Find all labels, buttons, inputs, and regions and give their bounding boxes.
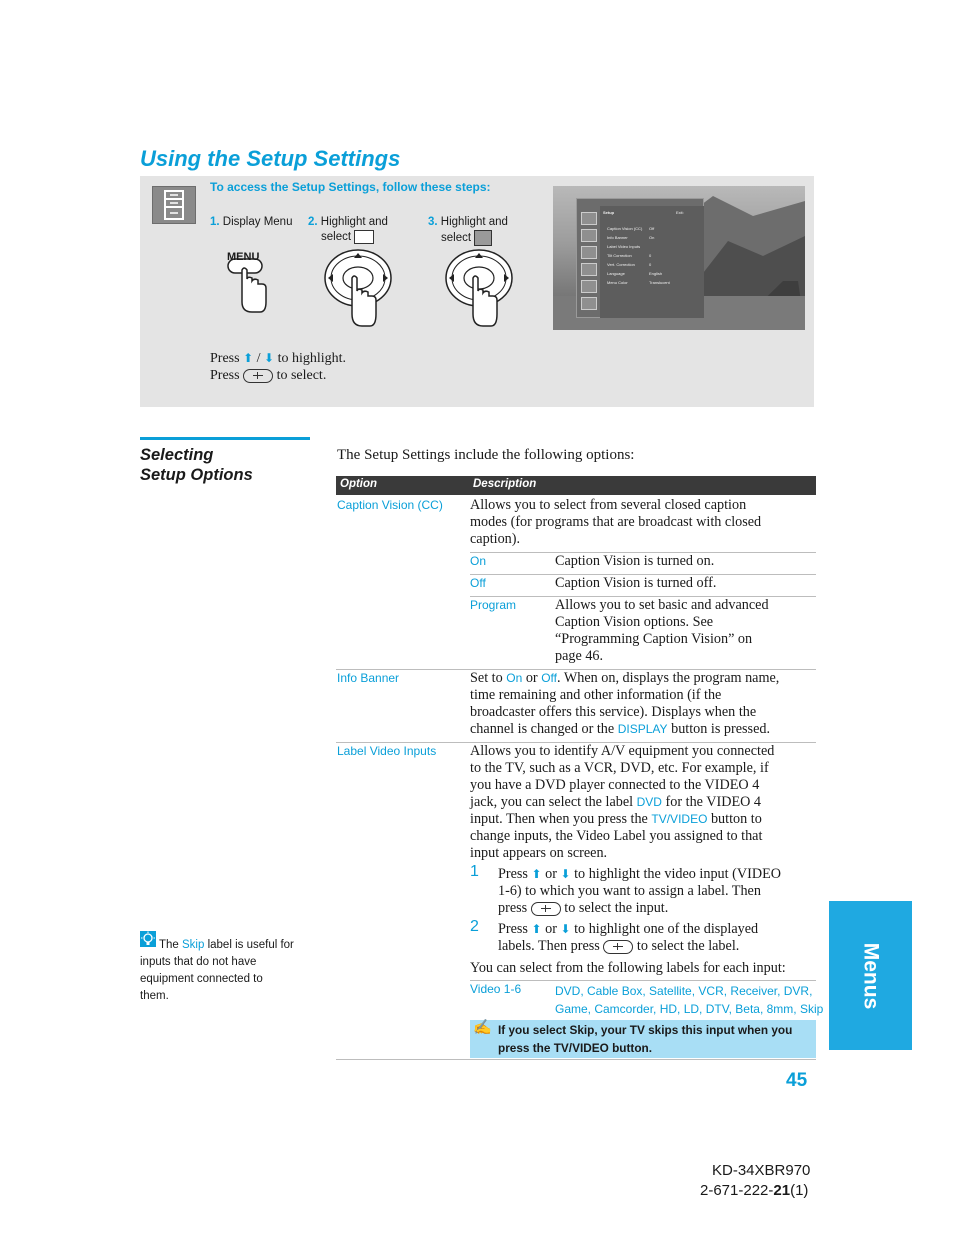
tv-menu-row-value: Off [649,226,655,231]
step-text: Highlight and [320,216,388,228]
step-1 [210,215,292,230]
press-select-line [210,368,326,384]
section-title-line: Selecting [140,446,214,464]
desc-line: caption). [470,531,521,547]
intro-text: The Setup Settings include the following options: [337,447,635,463]
text: labels. Then press [498,938,600,954]
desc-line: input appears on screen. [470,845,608,861]
suboption-on: On [470,554,487,568]
joystick-hand-icon [443,248,515,337]
enter-button-icon [603,940,633,954]
step-1-text [498,866,816,917]
tv-menu-exit: Exit: [676,210,684,215]
setup-small-icon [354,230,374,244]
page-number: 45 [786,1070,808,1091]
text: button to [707,811,762,827]
labels-line: DVD, Cable Box, Satellite, VCR, Receiver, DVR, [555,984,813,998]
desc-line: broadcaster offers this service). Displays when the [470,704,757,720]
desc-line [498,900,816,917]
tv-menu-row-value: 0 [649,262,652,267]
text: or [522,670,542,686]
tv-menu-row-label: Caption Vision (CC) [607,226,643,231]
desc-line [470,670,816,687]
setup-settings-icon [152,186,196,224]
tv-video-button-label: TV/VIDEO [651,812,708,826]
text: to highlight the video input (VIDEO [574,866,781,882]
step-number-2: 2 [470,918,479,935]
desc-line: Allows you to identify A/V equipment you connected [470,743,775,759]
desc-line: time remaining and other information (if the [470,687,722,703]
menu-button-label: MENU [227,251,260,263]
arrow-down-icon: ⬇ [264,351,275,365]
menus-tab-label: Menus [859,942,883,1009]
skip-label: Skip [182,939,205,951]
text: to select the input. [564,900,669,916]
suboption-program: Program [470,598,517,612]
step-2 [308,215,388,230]
text: Press [498,921,528,937]
tip-line: them. [140,990,169,1002]
section-rule [140,437,310,440]
desc-line [470,794,816,811]
step-3 [428,215,508,230]
code-part: 2-671-222- [700,1182,774,1199]
tv-menu-row-label: Info Banner [607,235,628,240]
tv-menu-row-value: English [649,271,663,276]
desc-line: you have a DVD player connected to the VIDEO 4 [470,777,760,793]
arrow-down-icon: ⬇ [560,922,571,936]
desc-line [470,721,816,738]
desc-line: “Programming Caption Vision” on [555,631,753,647]
tv-menu-icon-column [581,212,595,312]
label-video-inputs-description [470,743,816,862]
setup-small-icon [474,230,492,246]
text: . When on, displays the program name, [557,670,780,686]
desc-line [470,811,816,828]
section-title-line: Setup Options [140,466,253,484]
tv-menu-row-value: 0 [649,253,652,258]
info-banner-description [470,670,816,738]
text: Press [498,866,528,882]
tv-menu-row-label: Language [607,271,625,276]
step-text: select [321,231,352,244]
step-number-1: 1 [470,863,479,880]
document-code [700,1182,808,1199]
access-heading: To access the Setup Settings, follow these steps: [210,180,491,194]
note-text [498,1021,813,1057]
arrow-down-icon: ⬇ [560,867,571,881]
arrow-up-icon: ⬆ [531,867,542,881]
labels-intro: You can select from the following labels for each input: [470,960,786,976]
caption-vision-description [470,497,816,548]
text: or [545,921,557,937]
step-2-text [498,921,816,955]
tip-line: inputs that do not have [140,956,257,968]
desc-line [498,938,816,955]
enter-button-icon [243,369,273,383]
display-button-label: DISPLAY [617,722,668,736]
dvd-label: DVD [636,795,662,809]
tv-menu-row-label: Tilt Correction [607,253,632,258]
table-header [336,476,816,495]
slash-text: / [256,351,261,366]
video-labels-list [555,982,823,1018]
value-off: Off [541,671,557,685]
tv-menu-title: Setup [603,210,615,215]
tv-menu-row-value: Translucent [649,280,670,285]
desc-line: modes (for programs that are broadcast with closed [470,514,762,530]
enter-button-icon [531,902,561,916]
text: input. Then when you press the [470,811,652,827]
desc-line: to the TV, such as a VCR, DVD, etc. For example, if [470,760,769,776]
page-title: Using the Setup Settings [140,146,401,171]
arrow-up-icon: ⬆ [531,922,542,936]
suboption-on-description: Caption Vision is turned on. [555,553,715,569]
desc-line: Allows you to set basic and advanced [555,597,769,613]
text: jack, you can select the label [470,794,637,810]
desc-line: Caption Vision options. See [555,614,714,630]
text: label is useful for [204,939,294,951]
tv-menu-row-label: Vert. Correction [607,262,635,267]
suboption-off: Off [470,576,486,590]
text: The [159,939,183,951]
tv-menu-row-value: On [649,235,655,240]
note-pencil-icon: ✍ [473,1020,492,1036]
desc-line: change inputs, the Video Label you assigned to that [470,828,763,844]
desc-line [498,866,816,883]
row-divider [470,980,816,981]
code-part-bold: 21 [773,1182,791,1199]
step-3-line-2 [441,230,492,246]
desc-line: page 46. [555,648,604,664]
step-2-line-2 [321,230,374,245]
text: button is pressed. [667,721,771,737]
column-header-description: Description [473,478,537,490]
desc-line: 1-6) to which you want to assign a label. Then [498,883,761,899]
text: to highlight one of the displayed [574,921,759,937]
labels-line: Game, Camcorder, HD, LD, DTV, Beta, 8mm, Skip [555,1002,824,1016]
arrow-up-icon: ⬆ [243,351,254,365]
desc-line: Allows you to select from several closed caption [470,497,747,513]
step-text: select [441,232,472,245]
section-title [140,445,253,485]
tv-menu-rows [604,226,704,289]
menus-tab-label-wrapper [829,901,912,1050]
suboption-program-description [555,597,815,665]
step-number: 1. [210,216,220,228]
desc-line [498,921,816,938]
model-number: KD-34XBR970 [712,1162,811,1179]
tv-menu-row-label: Label Video Inputs [607,244,641,249]
step-number: 2. [308,216,318,228]
text: Set to [470,670,507,686]
tip-text [140,937,295,1005]
select-text: to select. [276,368,327,383]
tip-line [140,937,295,954]
option-label-video-inputs: Label Video Inputs [337,744,437,758]
press-highlight-line [210,351,346,367]
tv-menu-row-label: Menu Color [607,280,628,285]
press-text: Press [210,351,240,366]
suboption-off-description: Caption Vision is turned off. [555,575,717,591]
option-caption-vision: Caption Vision (CC) [337,498,443,512]
joystick-hand-icon [322,248,394,337]
press-text: Press [210,368,240,383]
option-info-banner: Info Banner [337,671,400,685]
note-line: press the TV/VIDEO button. [498,1041,653,1055]
highlight-text: to highlight. [277,351,347,366]
note-line: If you select Skip, your TV skips this input when you [498,1023,793,1037]
text: for the VIDEO 4 [661,794,762,810]
step-text: Highlight and [440,216,508,228]
tip-line: equipment connected to [140,973,263,985]
suboption-video: Video 1-6 [470,982,522,996]
value-on: On [506,671,523,685]
step-number: 3. [428,216,438,228]
step-text: Display Menu [222,216,293,228]
code-part: (1) [790,1182,809,1199]
text: channel is changed or the [470,721,618,737]
column-header-option: Option [340,478,378,490]
text: press [498,900,528,916]
text: to select the label. [636,938,740,954]
text: or [545,866,557,882]
table-bottom-rule [336,1059,816,1060]
